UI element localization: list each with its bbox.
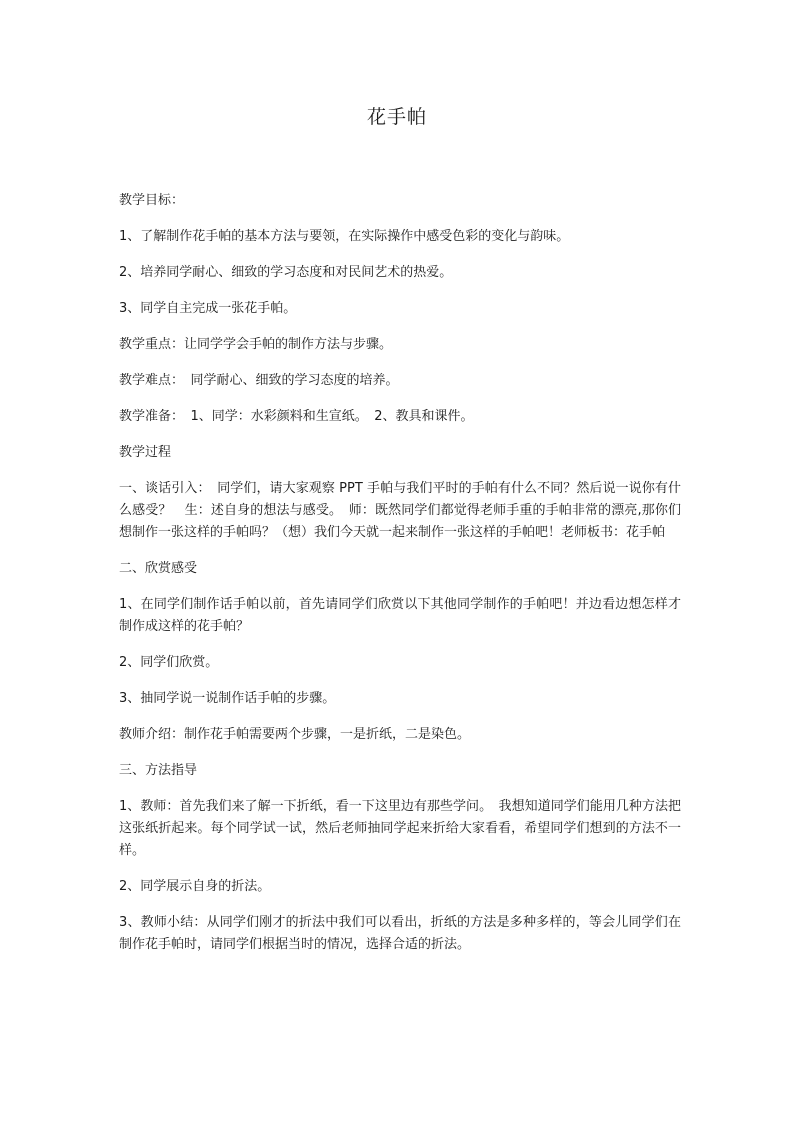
paragraph-method-1: 1、教师：首先我们来了解一下折纸，看一下这里边有那些学问。 我想知道同学们能用几种方法把这张纸折起来。每个同学试一试，然后老师抽同学起来折给大家看看，希望同学们想到的方法不一样。 bbox=[119, 799, 681, 858]
paragraph-process-heading: 教学过程 bbox=[119, 445, 172, 460]
paragraph-teacher-intro: 教师介绍：制作花手帕需要两个步骤，一是折纸，二是染色。 bbox=[119, 727, 471, 742]
paragraph-objective-2: 2、培养同学耐心、细致的学习态度和对民间艺术的热爱。 bbox=[119, 265, 453, 280]
paragraph-objectives-heading: 教学目标： bbox=[119, 193, 185, 208]
paragraph-key-point: 教学重点：让同学学会手帕的制作方法与步骤。 bbox=[119, 337, 393, 352]
paragraph-method-heading: 三、方法指导 bbox=[119, 763, 198, 778]
paragraph-appreciation-2: 2、同学们欣赏。 bbox=[119, 655, 219, 670]
paragraph-preparation: 教学准备： 1、同学：水彩颜料和生宣纸。 2、教具和课件。 bbox=[119, 409, 474, 424]
paragraph-appreciation-heading: 二、欣赏感受 bbox=[119, 561, 198, 576]
document-title: 花手帕 bbox=[366, 106, 427, 128]
paragraph-difficulty: 教学难点： 同学耐心、细致的学习态度的培养。 bbox=[119, 373, 399, 388]
paragraph-method-3: 3、教师小结：从同学们刚才的折法中我们可以看出，折纸的方法是多种多样的，等会儿同学们在制作花手帕时，请同学们根据当时的情况，选择合适的折法。 bbox=[119, 915, 681, 952]
paragraph-method-2: 2、同学展示自身的折法。 bbox=[119, 879, 271, 894]
paragraph-appreciation-1: 1、在同学们制作话手帕以前，首先请同学们欣赏以下其他同学制作的手帕吧！并边看边想怎样才制作成这样的花手帕？ bbox=[119, 597, 681, 634]
document-body bbox=[119, 190, 681, 970]
paragraph-objective-1: 1、了解制作花手帕的基本方法与要领，在实际操作中感受色彩的变化与韵味。 bbox=[119, 229, 570, 244]
paragraph-introduction: 一、谈话引入： 同学们，请大家观察 PPT 手帕与我们平时的手帕有什么不同？然后说一说你有什么感受？ 生：述自身的想法与感受。 师：既然同学们都觉得老师手重的手帕非常的漂亮,那你们想制作一张这样的手帕吗？（想）我们今天就一起来制作一张这样的手帕吧！老师板书：花手帕 bbox=[119, 481, 681, 540]
paragraph-appreciation-3: 3、抽同学说一说制作话手帕的步骤。 bbox=[119, 691, 336, 706]
paragraph-objective-3: 3、同学自主完成一张花手帕。 bbox=[119, 301, 297, 316]
